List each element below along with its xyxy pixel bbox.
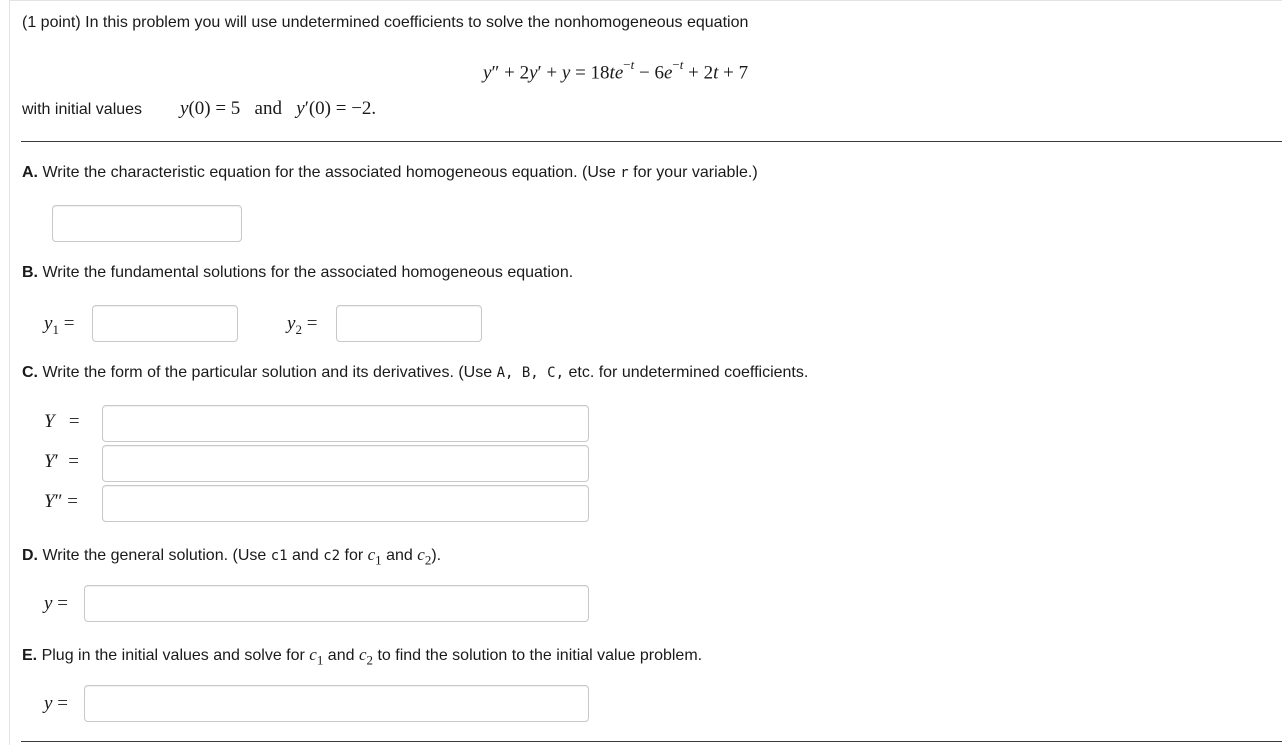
ivp-solution-input[interactable]: [84, 685, 589, 722]
y1-input[interactable]: [92, 305, 238, 342]
part-e-prompt: E. Plug in the initial values and solve for $c_1$ and $c_2$ to find the solution to the initial value problem.: [22, 645, 703, 668]
ivp-solution-label: y =: [44, 693, 68, 714]
Y-input[interactable]: [102, 405, 589, 442]
differential-equation: $y'' + 2y' + y = 18te^{-t} - 6e^{-t} + 2t + 7$: [483, 57, 749, 84]
Y-prime-input[interactable]: [102, 445, 589, 482]
y2-label: $y_2$ =: [287, 313, 318, 337]
general-solution-label: y =: [44, 593, 68, 614]
problem-intro: (1 point) In this problem you will use undetermined coefficients to solve the nonhomogeneous equation: [22, 14, 749, 31]
y2-input[interactable]: [336, 305, 482, 342]
part-a-prompt: A. Write the characteristic equation for the associated homogeneous equation. (Use r for your variable.): [22, 164, 758, 181]
part-b-prompt: B. Write the fundamental solutions for the associated homogeneous equation.: [22, 264, 574, 281]
initial-conditions: y(0) = 5 and y′(0) = −2.: [180, 98, 377, 119]
part-c-prompt: C. Write the form of the particular solution and its derivatives. (Use A, B, C, etc. for undetermined coefficients.: [22, 364, 809, 381]
part-d-prompt: D. Write the general solution. (Use c1 and c2 for $c_1$ and $c_2$).: [22, 545, 442, 568]
y1-label: $y_1$ =: [44, 313, 75, 337]
initial-values-label: with initial values: [22, 101, 143, 118]
general-solution-input[interactable]: [84, 585, 589, 622]
divider-bottom: [21, 741, 1282, 742]
Y-prime-label: Y′ =: [44, 451, 79, 472]
divider-top: [21, 141, 1282, 142]
Y-label: Y =: [44, 411, 80, 432]
characteristic-equation-input[interactable]: [52, 205, 242, 242]
Y-double-prime-label: Y″ =: [44, 491, 78, 512]
Y-double-prime-input[interactable]: [102, 485, 589, 522]
